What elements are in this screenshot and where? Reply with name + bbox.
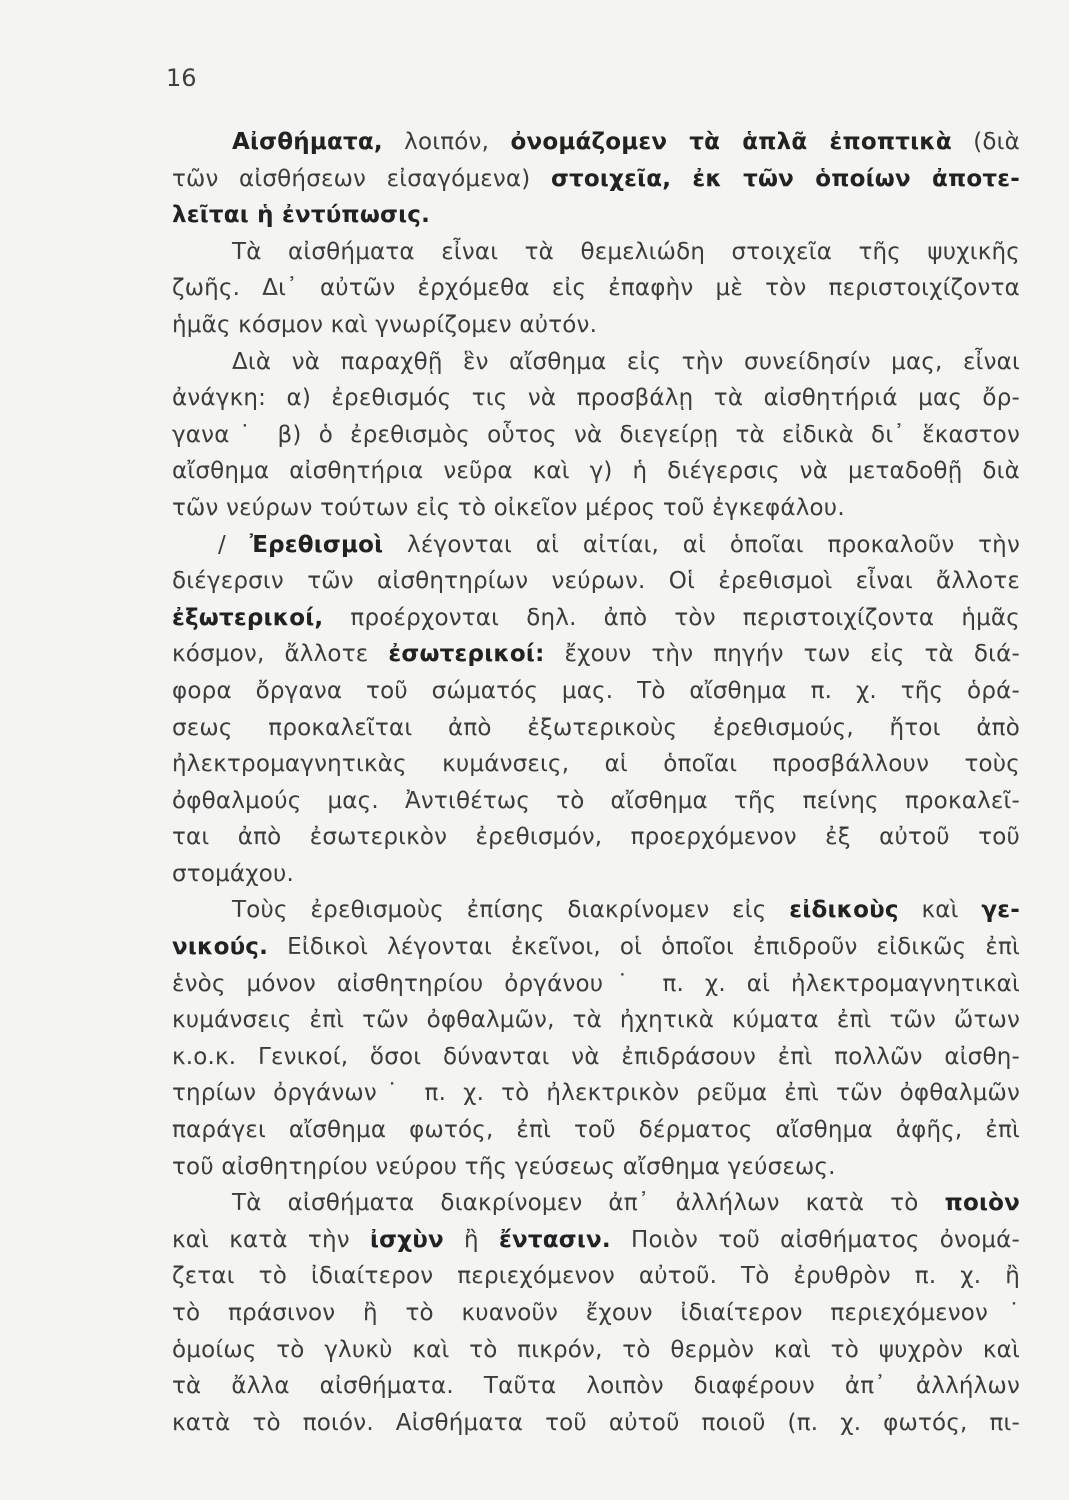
bold-term: Ἐρεθισμοὶ	[249, 531, 384, 558]
text-segment: καὶ	[898, 897, 982, 924]
text-segment: τὸ πράσινον ἢ τὸ κυανοῦν ἔχουν ἰδιαίτερον περιεχόμενον˙	[172, 1300, 1020, 1326]
text-segment: παράγει αἴσθημα φωτός, ἐπὶ τοῦ δέρματος αἴσθημα ἀφῆς, ἐπὶ	[172, 1117, 1020, 1144]
text-line	[172, 344, 1020, 381]
text-line	[172, 563, 1020, 600]
text-line	[172, 819, 1020, 856]
text-line	[172, 856, 1020, 893]
text-segment: στομάχου.	[172, 860, 295, 887]
text-segment: ζωῆς. Δι᾽ αὐτῶν ἐρχόμεθα εἰς ἐπαφὴν μὲ τὸν περιστοιχίζοντα	[172, 275, 1020, 302]
bold-term: Αἰσθήματα,	[232, 129, 383, 155]
text-line	[172, 307, 1020, 344]
text-line	[172, 161, 1020, 198]
text-segment: φορα ὄργανα τοῦ σώματός μας. Τὸ αἴσθημα π. χ. τῆς ὁρά-	[172, 677, 1020, 704]
text-line	[158, 527, 1020, 564]
text-segment: Τὰ αἰσθήματα διακρίνομεν ἀπ᾽ ἀλλήλων κατὰ τὸ	[232, 1190, 945, 1217]
text-segment: κυμάνσεις ἐπὶ τῶν ὀφθαλμῶν, τὰ ἠχητικὰ κύματα ἐπὶ τῶν ὤτων	[172, 1007, 1020, 1034]
text-line	[172, 783, 1020, 820]
text-segment: σεως προκαλεῖται ἀπὸ ἐξωτερικοὺς ἐρεθισμούς, ἤτοι ἀπὸ	[172, 714, 1020, 741]
text-line	[172, 636, 1020, 673]
text-line	[172, 892, 1020, 929]
bold-term: ἰσχὺν	[369, 1226, 444, 1253]
text-segment: κ.ο.κ. Γενικοί, ὅσοι δύνανται νὰ ἐπιδράσουν ἐπὶ πολλῶν αἰσθη-	[172, 1043, 1020, 1070]
text-segment: διέγερσιν τῶν αἰσθητηρίων νεύρων. Οἱ ἐρεθισμοὶ εἶναι ἄλλοτε	[172, 568, 1020, 595]
bold-term: ἐξωτερικοί,	[172, 604, 324, 631]
text-line	[172, 1002, 1020, 1039]
text-line	[172, 1258, 1020, 1295]
text-line	[172, 380, 1020, 417]
bold-term: εἰδικοὺς	[789, 897, 899, 924]
text-segment: ἑνὸς μόνον αἰσθητηρίου ὀργάνου˙ π. χ. αἱ ἠλεκτρομαγνητικαὶ	[172, 970, 1020, 997]
text-segment: Τοὺς ἐρεθισμοὺς ἐπίσης διακρίνομεν εἰς	[232, 897, 790, 924]
bold-term: γε-	[981, 897, 1020, 924]
text-line	[172, 746, 1020, 783]
text-line	[172, 270, 1020, 307]
page-number: 16	[166, 64, 197, 92]
text-segment: τηρίων ὀργάνων˙ π. χ. τὸ ἠλεκτρικὸν ρεῦμα ἐπὶ τῶν ὀφθαλμῶν	[172, 1080, 1020, 1107]
text-line	[172, 234, 1020, 271]
text-line	[172, 1332, 1020, 1369]
text-line	[172, 1368, 1020, 1405]
bold-term: ποιὸν	[944, 1190, 1020, 1217]
bold-term: ὀνομάζομεν τὰ ἁπλᾶ ἐποπτικὰ	[510, 129, 952, 155]
text-line	[172, 490, 1020, 527]
text-line	[172, 1075, 1020, 1112]
bold-term: λεῖται ἡ ἐντύπωσις.	[172, 202, 431, 229]
text-line	[172, 1295, 1020, 1332]
text-segment: /	[218, 531, 250, 558]
bold-term: ἔντασιν.	[498, 1226, 611, 1253]
text-segment: αἴσθημα αἰσθητήρια νεῦρα καὶ γ) ἡ διέγερσις νὰ μεταδοθῇ διὰ	[172, 458, 1020, 485]
text-line	[172, 1112, 1020, 1149]
text-segment: κατὰ τὸ ποιόν. Αἰσθήματα τοῦ αὐτοῦ ποιοῦ (π. χ. φωτός, πι-	[172, 1409, 1020, 1436]
body-text	[172, 124, 1020, 1441]
text-segment: τῶν νεύρων τούτων εἰς τὸ οἰκεῖον μέρος τοῦ ἐγκεφάλου.	[172, 494, 845, 521]
text-segment: Εἰδικοὶ λέγονται ἐκεῖνοι, οἱ ὁποῖοι ἐπιδροῦν εἰδικῶς ἐπὶ	[268, 934, 1020, 961]
text-line	[172, 1185, 1020, 1222]
bold-term: στοιχεῖα, ἐκ τῶν ὁποίων ἀποτε-	[550, 165, 1020, 192]
text-segment: λέγονται αἱ αἰτίαι, αἱ ὁποῖαι προκαλοῦν τὴν	[383, 531, 1020, 558]
text-line	[172, 966, 1020, 1003]
text-segment: ὀφθαλμούς μας. Ἀντιθέτως τὸ αἴσθημα τῆς πείνης προκαλεῖ-	[172, 787, 1020, 814]
text-segment: ται ἀπὸ ἐσωτερικὸν ἐρεθισμόν, προερχόμενον ἐξ αὐτοῦ τοῦ	[172, 824, 1020, 851]
text-segment: ἢ	[443, 1226, 499, 1253]
text-line	[172, 124, 1020, 161]
text-line	[172, 453, 1020, 490]
text-line	[172, 1222, 1020, 1259]
text-line	[172, 1149, 1020, 1186]
text-line	[172, 417, 1020, 454]
text-segment: κόσμον, ἄλλοτε	[172, 641, 389, 668]
text-segment: ἡμᾶς κόσμον καὶ γνωρίζομεν αὐτόν.	[172, 311, 598, 338]
text-line	[172, 673, 1020, 710]
text-segment: ὁμοίως τὸ γλυκὺ καὶ τὸ πικρόν, τὸ θερμὸν καὶ τὸ ψυχρὸν καὶ	[172, 1336, 1020, 1363]
text-segment: Ποιὸν τοῦ αἰσθήματος ὀνομά-	[610, 1226, 1020, 1253]
bold-term: νικούς.	[172, 934, 269, 961]
text-line	[172, 197, 1020, 234]
text-segment: τὰ ἄλλα αἰσθήματα. Ταῦτα λοιπὸν διαφέρουν ἀπ᾽ ἀλλήλων	[172, 1373, 1020, 1400]
text-segment: καὶ κατὰ τὴν	[172, 1226, 370, 1253]
text-segment: τοῦ αἰσθητηρίου νεύρου τῆς γεύσεως αἴσθημα γεύσεως.	[172, 1153, 836, 1180]
text-segment: Διὰ νὰ παραχθῇ ἓν αἴσθημα εἰς τὴν συνείδησίν μας, εἶναι	[232, 348, 1020, 375]
text-segment: τῶν αἰσθήσεων εἰσαγόμενα)	[172, 165, 551, 192]
text-segment: λοιπόν,	[382, 129, 511, 155]
text-line	[172, 1039, 1020, 1076]
text-line	[172, 710, 1020, 747]
bold-term: ἐσωτερικοί:	[388, 641, 545, 668]
text-segment: ζεται τὸ ἰδιαίτερον περιεχόμενον αὐτοῦ. Τὸ ἐρυθρὸν π. χ. ἢ	[172, 1263, 1020, 1290]
text-line	[172, 600, 1020, 637]
text-segment: προέρχονται δηλ. ἀπὸ τὸν περιστοιχίζοντα ἡμᾶς	[323, 604, 1020, 631]
text-line	[172, 929, 1020, 966]
text-segment: ἀνάγκη: α) ἐρεθισμός τις νὰ προσβάλῃ τὰ αἰσθητήριά μας ὄρ-	[172, 385, 1020, 412]
text-line	[172, 1405, 1020, 1442]
text-segment: (διὰ	[951, 129, 1020, 155]
text-segment: ἠλεκτρομαγνητικὰς κυμάνσεις, αἱ ὁποῖαι προσβάλλουν τοὺς	[172, 751, 1020, 778]
text-segment: ἔχουν τὴν πηγήν των εἰς τὰ διά-	[544, 641, 1020, 668]
text-segment: γανα˙ β) ὁ ἐρεθισμὸς οὗτος νὰ διεγείρῃ τὰ εἰδικὰ δι᾽ ἕκαστον	[172, 421, 1020, 448]
text-segment: Τὰ αἰσθήματα εἶναι τὰ θεμελιώδη στοιχεῖα τῆς ψυχικῆς	[232, 238, 1020, 265]
